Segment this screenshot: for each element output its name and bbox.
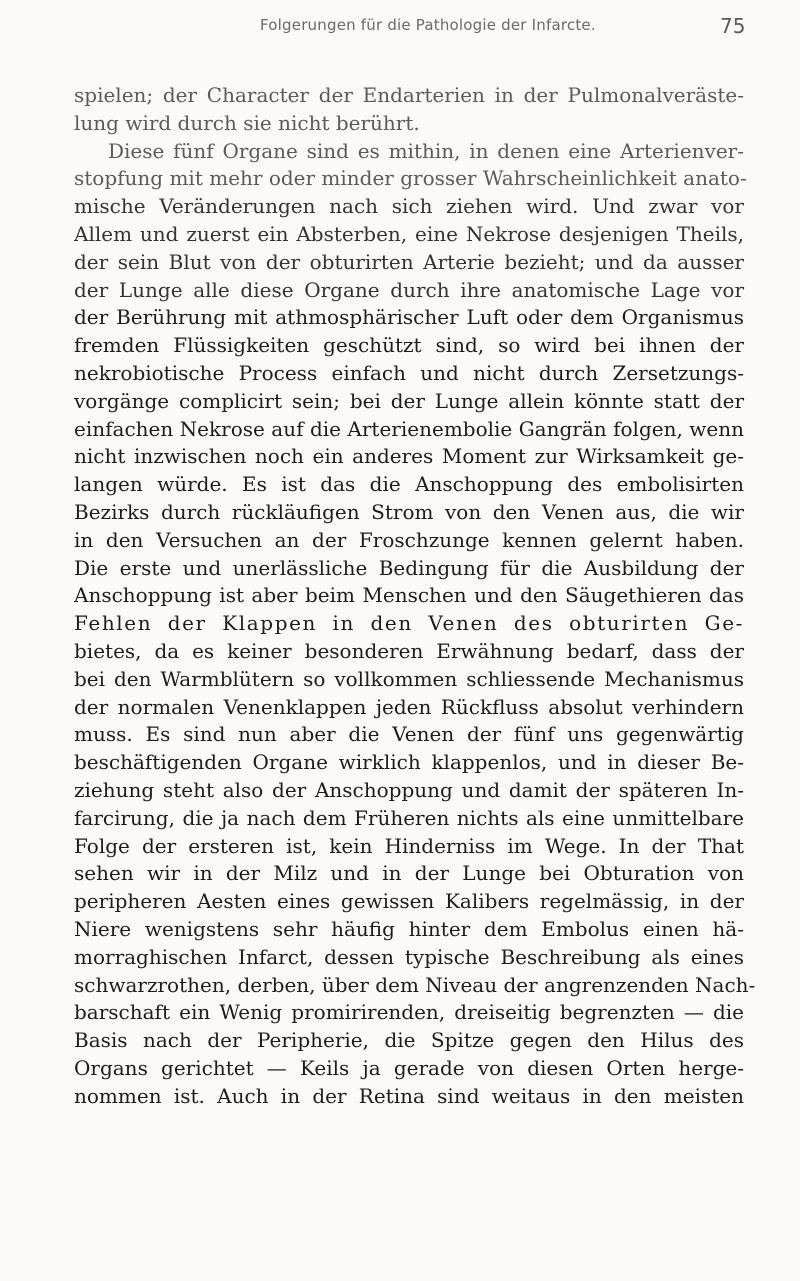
text-line: der normalen Venenklappen jeden Rückfluss absolut verhindern <box>74 694 744 719</box>
text-line: muss. Es sind nun aber die Venen der fünf uns gegenwärtig <box>74 722 744 747</box>
running-head <box>0 14 800 48</box>
text-line: barschaft ein Wenig promirirenden, dreiseitig begrenzten — die <box>74 1000 744 1025</box>
text-line: Fehlen der Klappen in den Venen des obturirten Ge- <box>74 611 744 636</box>
text-line: Allem und zuerst ein Absterben, eine Nekrose desjenigen Theils, <box>74 221 744 246</box>
text-line: der Berührung mit athmosphärischer Luft oder dem Organismus <box>74 305 744 330</box>
text-line: Anschoppung ist aber beim Menschen und den Säugethieren das <box>74 583 744 608</box>
running-head-title: Folgerungen für die Pathologie der Infarcte. <box>260 16 596 34</box>
text-line: nekrobiotische Process einfach und nicht durch Zersetzungs- <box>74 360 744 385</box>
body-text <box>74 82 756 1110</box>
text-line: der Lunge alle diese Organe durch ihre anatomische Lage vor <box>74 277 744 302</box>
text-line: Basis nach der Peripherie, die Spitze gegen den Hilus des <box>74 1028 744 1053</box>
text-line: Niere wenigstens sehr häufig hinter dem Embolus einen hä- <box>74 916 744 941</box>
text-line: peripheren Aesten eines gewissen Kalibers regelmässig, in der <box>74 889 744 914</box>
text-line: bietes, da es keiner besonderen Erwähnung bedarf, dass der <box>74 638 744 663</box>
text-line: Die erste und unerlässliche Bedingung für die Ausbildung der <box>74 555 744 580</box>
text-line: mische Veränderungen nach sich ziehen wird. Und zwar vor <box>74 194 744 219</box>
text-line: morraghischen Infarct, dessen typische Beschreibung als eines <box>74 944 744 969</box>
text-line: farcirung, die ja nach dem Früheren nichts als eine unmittelbare <box>74 805 744 830</box>
text-line: beschäftigenden Organe wirklich klappenlos, und in dieser Be- <box>74 750 744 775</box>
text-line: nommen ist. Auch in der Retina sind weitaus in den meisten <box>74 1083 744 1108</box>
text-line: der sein Blut von der obturirten Arterie bezieht; und da ausser <box>74 249 744 274</box>
page-number: 75 <box>720 14 746 38</box>
text-line: vorgänge complicirt sein; bei der Lunge allein könnte statt der <box>74 388 744 413</box>
text-line: Folge der ersteren ist, kein Hinderniss im Wege. In der That <box>74 833 744 858</box>
text-line: stopfung mit mehr oder minder grosser Wahrscheinlichkeit anato- <box>74 166 747 191</box>
text-line: schwarzrothen, derben, über dem Niveau der angrenzenden Nach- <box>74 972 756 997</box>
text-line: in den Versuchen an der Froschzunge kennen gelernt haben. <box>74 527 744 552</box>
text-line: ziehung steht also der Anschoppung und damit der späteren In- <box>74 777 744 802</box>
text-line: Diese fünf Organe sind es mithin, in denen eine Arterienver- <box>108 138 744 163</box>
text-line: nicht inzwischen noch ein anderes Moment zur Wirksamkeit ge- <box>74 444 744 469</box>
text-line: bei den Warmblütern so vollkommen schliessende Mechanismus <box>74 666 744 691</box>
text-line: Bezirks durch rückläufigen Strom von den Venen aus, die wir <box>74 499 744 524</box>
text-line: lung wird durch sie nicht berührt. <box>74 110 420 135</box>
text-line: Organs gerichtet — Keils ja gerade von diesen Orten herge- <box>74 1055 744 1080</box>
text-line: sehen wir in der Milz und in der Lunge bei Obturation von <box>74 861 744 886</box>
text-line: fremden Flüssigkeiten geschützt sind, so wird bei ihnen der <box>74 333 744 358</box>
text-line: langen würde. Es ist das die Anschoppung des embolisirten <box>74 472 744 497</box>
text-line: spielen; der Character der Endarterien in der Pulmonalveräste- <box>74 83 744 107</box>
text-line: einfachen Nekrose auf die Arterienembolie Gangrän folgen, wenn <box>74 416 744 441</box>
